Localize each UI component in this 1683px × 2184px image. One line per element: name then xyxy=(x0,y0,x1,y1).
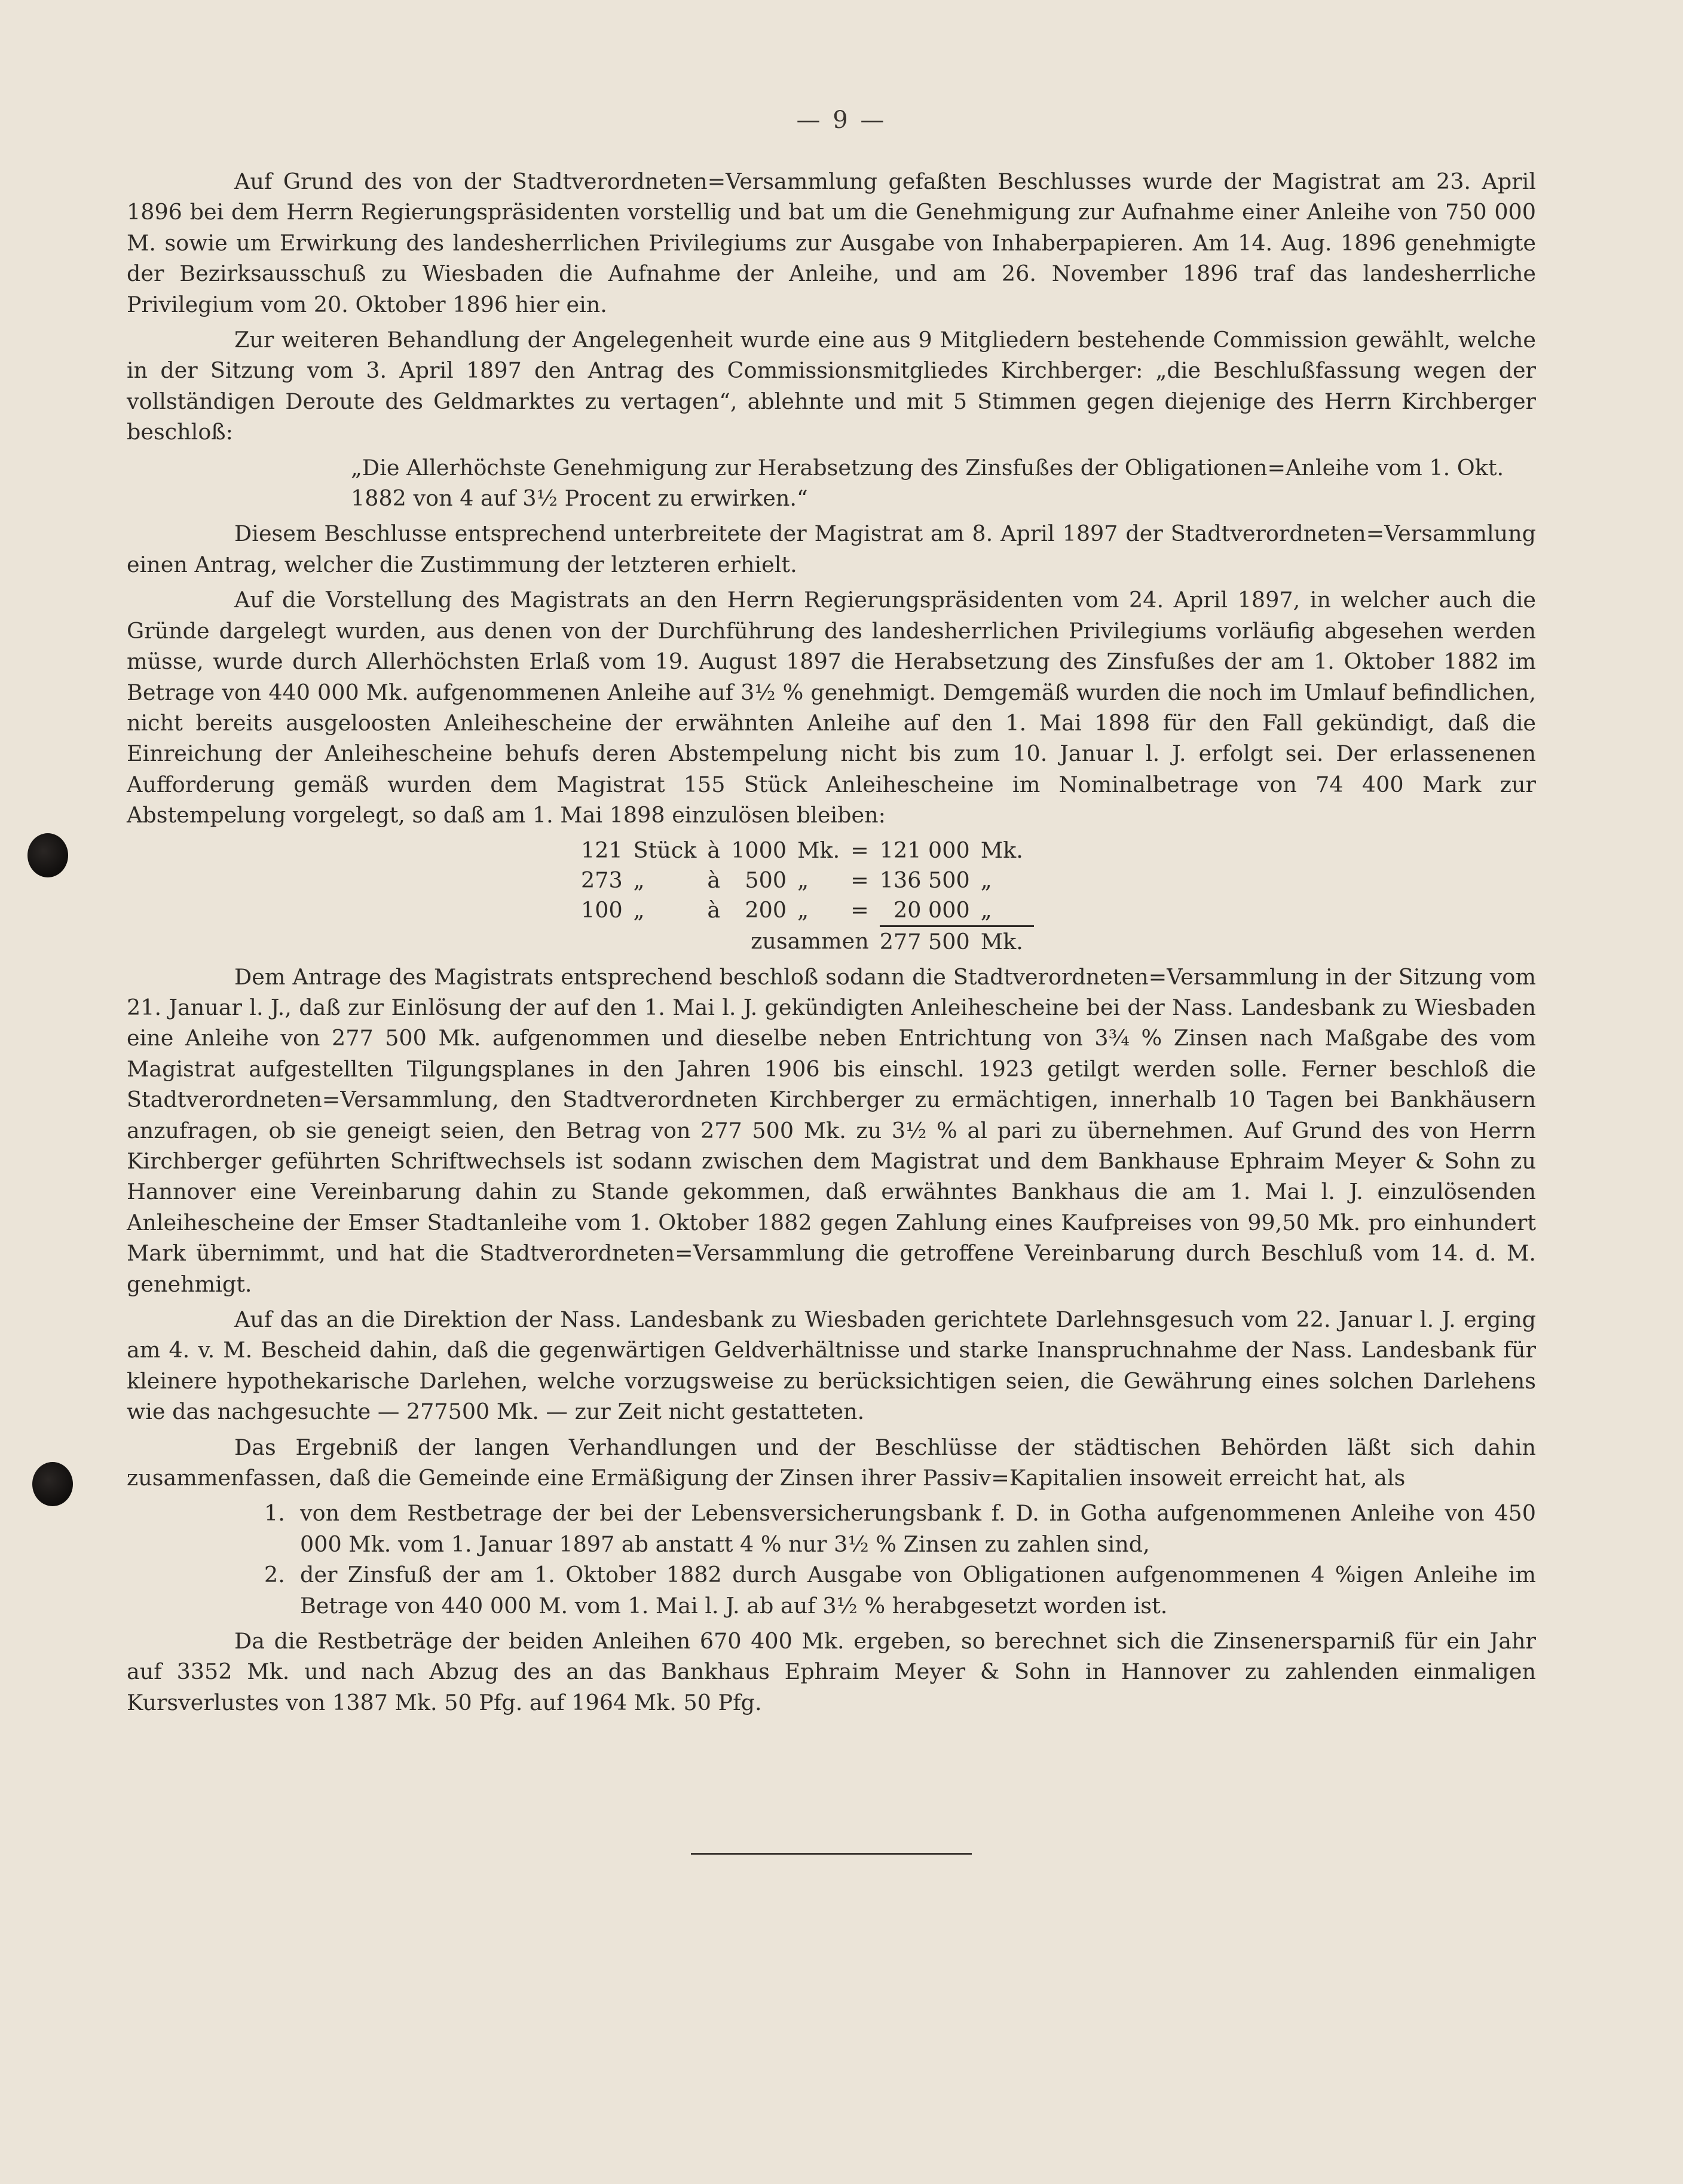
list-item-number: 2. xyxy=(264,1562,285,1588)
paragraph-3: Diesem Beschlusse entsprechend unterbreitete der Magistrat am 8. April 1897 der Stadtverordneten=Versammlung einen Antrag, welcher die Zustimmung der letzteren erhielt. xyxy=(127,521,1536,577)
paragraph-8: Da die Restbeträge der beiden Anleihen 670 400 Mk. ergeben, so berechnet sich die Zinsenersparniß für ein Jahr auf 3352 Mk. und nach Abzug des an das Bankhaus Ephraim Meyer & Sohn in Hannover zu zahlenden einmaligen Kursverlustes von 1387 Mk. 50 Pfg. auf 1964 Mk. 50 Pfg. xyxy=(127,1628,1536,1715)
amount-currency-cell: Mk. xyxy=(980,837,1023,863)
paragraph-2: Zur weiteren Behandlung der Angelegenheit wurde eine aus 9 Mitgliedern bestehende Commission gewählt, welche in der Sitzung vom 3. April 1897 den Antrag des Commissionsmitgliedes Kirchberger: „die Beschlußfassung wegen der vollständigen Deroute des Geldmarktes zu vertagen“, ablehnte und mit 5 Stimmen gegen diejenige des Herrn Kirchberger beschloß: xyxy=(127,327,1536,445)
list-item-text: von dem Restbetrage der bei der Lebensversicherungsbank f. D. in Gotha aufgenommenen Anleihe von 450 000 Mk. vom 1. Januar 1897 ab anstatt 4 % nur 3½ % Zinsen zu zahlen sind, xyxy=(300,1500,1536,1557)
equals-cell: = xyxy=(850,897,869,923)
table-row xyxy=(581,865,1034,895)
quote-line-1: „Die Allerhöchste Genehmigung zur Herabsetzung des Zinsfußes der Obligationen=Anleihe vom 1. Okt. xyxy=(351,454,1504,481)
unit-cell: „ xyxy=(633,897,645,923)
currency-cell: „ xyxy=(797,897,809,923)
total-amount: 277 500 xyxy=(880,926,981,957)
paragraph-4: Auf die Vorstellung des Magistrats an den Herrn Regierungspräsidenten vom 24. April 1897, in welcher auch die Gründe dargelegt wurden, aus denen von der Durchführung des landesherrlichen Privilegiums vorläufig abgesehen werden müsse, wurde durch Allerhöchsten Erlaß vom 19. August 1897 die Herabsetzung des Zinsfußes der am 1. Oktober 1882 im Betrage von 440 000 Mk. aufgenommenen Anleihe auf 3½ % genehmigt. Demgemäß wurden die noch im Umlauf befindlichen, nicht bereits ausgeloosten Anleihescheine der erwähnten Anleihe auf den 1. Mai 1898 für den Fall gekündigt, daß die Einreichung der Anleihescheine behufs deren Abstempelung nicht bis zum 10. Januar l. J. erfolgt sei. Der erlassenenen Aufforderung gemäß wurden dem Magistrat 155 Stück Anleihescheine im Nominalbetrage von 74 400 Mark zur Abstempelung vorgelegt, so daß am 1. Mai 1898 einzulösen bleiben: xyxy=(127,587,1536,828)
amount-cell: 121 000 xyxy=(879,837,970,863)
a-cell: à xyxy=(707,897,721,923)
closing-rule xyxy=(691,1853,972,1855)
total-currency: Mk. xyxy=(981,926,1034,957)
a-cell: à xyxy=(707,867,721,893)
paragraph-6: Auf das an die Direktion der Nass. Landesbank zu Wiesbaden gerichtete Darlehnsgesuch vom 22. Januar l. J. erging am 4. v. M. Bescheid dahin, daß die gegenwärtigen Geldverhältnisse und starke Inanspruchnahme der Nass. Landesbank für kleinere hypothekarische Darlehen, welche vorzugsweise zu berücksichtigen seien, die Gewährung eines solchen Darlehens wie das nachgesuchte — 277500 Mk. — zur Zeit nicht gestatteten. xyxy=(127,1307,1536,1425)
punch-hole-lower xyxy=(32,1462,73,1506)
unit-cell: Stück xyxy=(633,837,697,863)
denomination-cell: 200 xyxy=(745,897,787,923)
equals-cell: = xyxy=(850,867,869,893)
page-number: — 9 — xyxy=(796,106,887,134)
punch-hole-upper xyxy=(27,833,68,877)
result-list xyxy=(127,1498,1536,1621)
denomination-cell: 1000 xyxy=(731,837,787,863)
currency-cell: Mk. xyxy=(797,837,840,863)
amount-cell: 136 500 xyxy=(879,867,970,893)
equals-cell: = xyxy=(850,837,869,863)
table-row xyxy=(581,836,1034,865)
table-total-row xyxy=(581,926,1034,957)
body-text xyxy=(127,166,1536,1723)
total-label: zusammen xyxy=(751,928,869,954)
denomination-cell: 500 xyxy=(745,867,787,893)
amount-currency-cell: „ xyxy=(980,867,992,893)
list-item-number: 1. xyxy=(264,1500,285,1527)
paragraph-7: Das Ergebniß der langen Verhandlungen und der Beschlüsse der städtischen Behörden läßt sich dahin zusammenfassen, daß die Gemeinde eine Ermäßigung der Zinsen ihrer Passiv=Kapitalien insoweit erreicht hat, als xyxy=(127,1434,1536,1491)
quote-line-2: 1882 von 4 auf 3½ Procent zu erwirken.“ xyxy=(351,485,808,512)
table-row xyxy=(581,895,1034,926)
list-item-text: der Zinsfuß der am 1. Oktober 1882 durch Ausgabe von Obligationen aufgenommenen 4 %igen Anleihe im Betrage von 440 000 M. vom 1. Mai l. J. ab auf 3½ % herabgesetzt worden ist. xyxy=(300,1562,1536,1619)
a-cell: à xyxy=(707,837,721,863)
unit-cell: „ xyxy=(633,867,645,893)
amount-currency-cell: „ xyxy=(980,897,992,923)
currency-cell: „ xyxy=(797,867,809,893)
redemption-table xyxy=(581,836,1034,957)
resolution-quote xyxy=(127,452,1536,514)
count-cell: 273 xyxy=(581,867,623,893)
list-item xyxy=(127,1498,1536,1559)
paragraph-1: Auf Grund des von der Stadtverordneten=Versammlung gefaßten Beschlusses wurde der Magistrat am 23. April 1896 bei dem Herrn Regierungspräsidenten vorstellig und bat um die Genehmigung zur Aufnahme einer Anleihe von 750 000 M. sowie um Erwirkung des landesherrlichen Privilegiums zur Ausgabe von Inhaberpapieren. Am 14. Aug. 1896 genehmigte der Bezirksausschuß zu Wiesbaden die Aufnahme der Anleihe, und am 26. November 1896 traf das landesherrliche Privilegium vom 20. Oktober 1896 hier ein. xyxy=(127,169,1536,317)
amount-cell: 20 000 xyxy=(893,897,970,923)
list-item xyxy=(127,1559,1536,1621)
paragraph-5: Dem Antrage des Magistrats entsprechend beschloß sodann die Stadtverordneten=Versammlung in der Sitzung vom 21. Januar l. J., daß zur Einlösung der auf den 1. Mai l. J. gekündigten Anleihescheine bei der Nass. Landesbank zu Wiesbaden eine Anleihe von 277 500 Mk. aufgenommen und dieselbe neben Entrichtung von 3¾ % Zinsen nach Maßgabe des vom Magistrat aufgestellten Tilgungsplanes in den Jahren 1906 bis einschl. 1923 getilgt werden solle. Ferner beschloß die Stadtverordneten=Versammlung, den Stadtverordneten Kirchberger zu ermächtigen, innerhalb 10 Tagen bei Bankhäusern anzufragen, ob sie geneigt seien, den Betrag von 277 500 Mk. zu 3½ % al pari zu übernehmen. Auf Grund des von Herrn Kirchberger geführten Schriftwechsels ist sodann zwischen dem Magistrat und dem Bankhause Ephraim Meyer & Sohn zu Hannover eine Vereinbarung dahin zu Stande gekommen, daß erwähntes Bankhaus die am 1. Mai l. J. einzulösenden Anleihescheine der Emser Stadtanleihe vom 1. Oktober 1882 gegen Zahlung eines Kaufpreises von 99,50 Mk. pro einhundert Mark übernimmt, und hat die Stadtverordneten=Versammlung die getroffene Vereinbarung durch Beschluß vom 14. d. M. genehmigt. xyxy=(127,963,1536,1297)
count-cell: 121 xyxy=(581,837,623,863)
count-cell: 100 xyxy=(581,897,623,923)
